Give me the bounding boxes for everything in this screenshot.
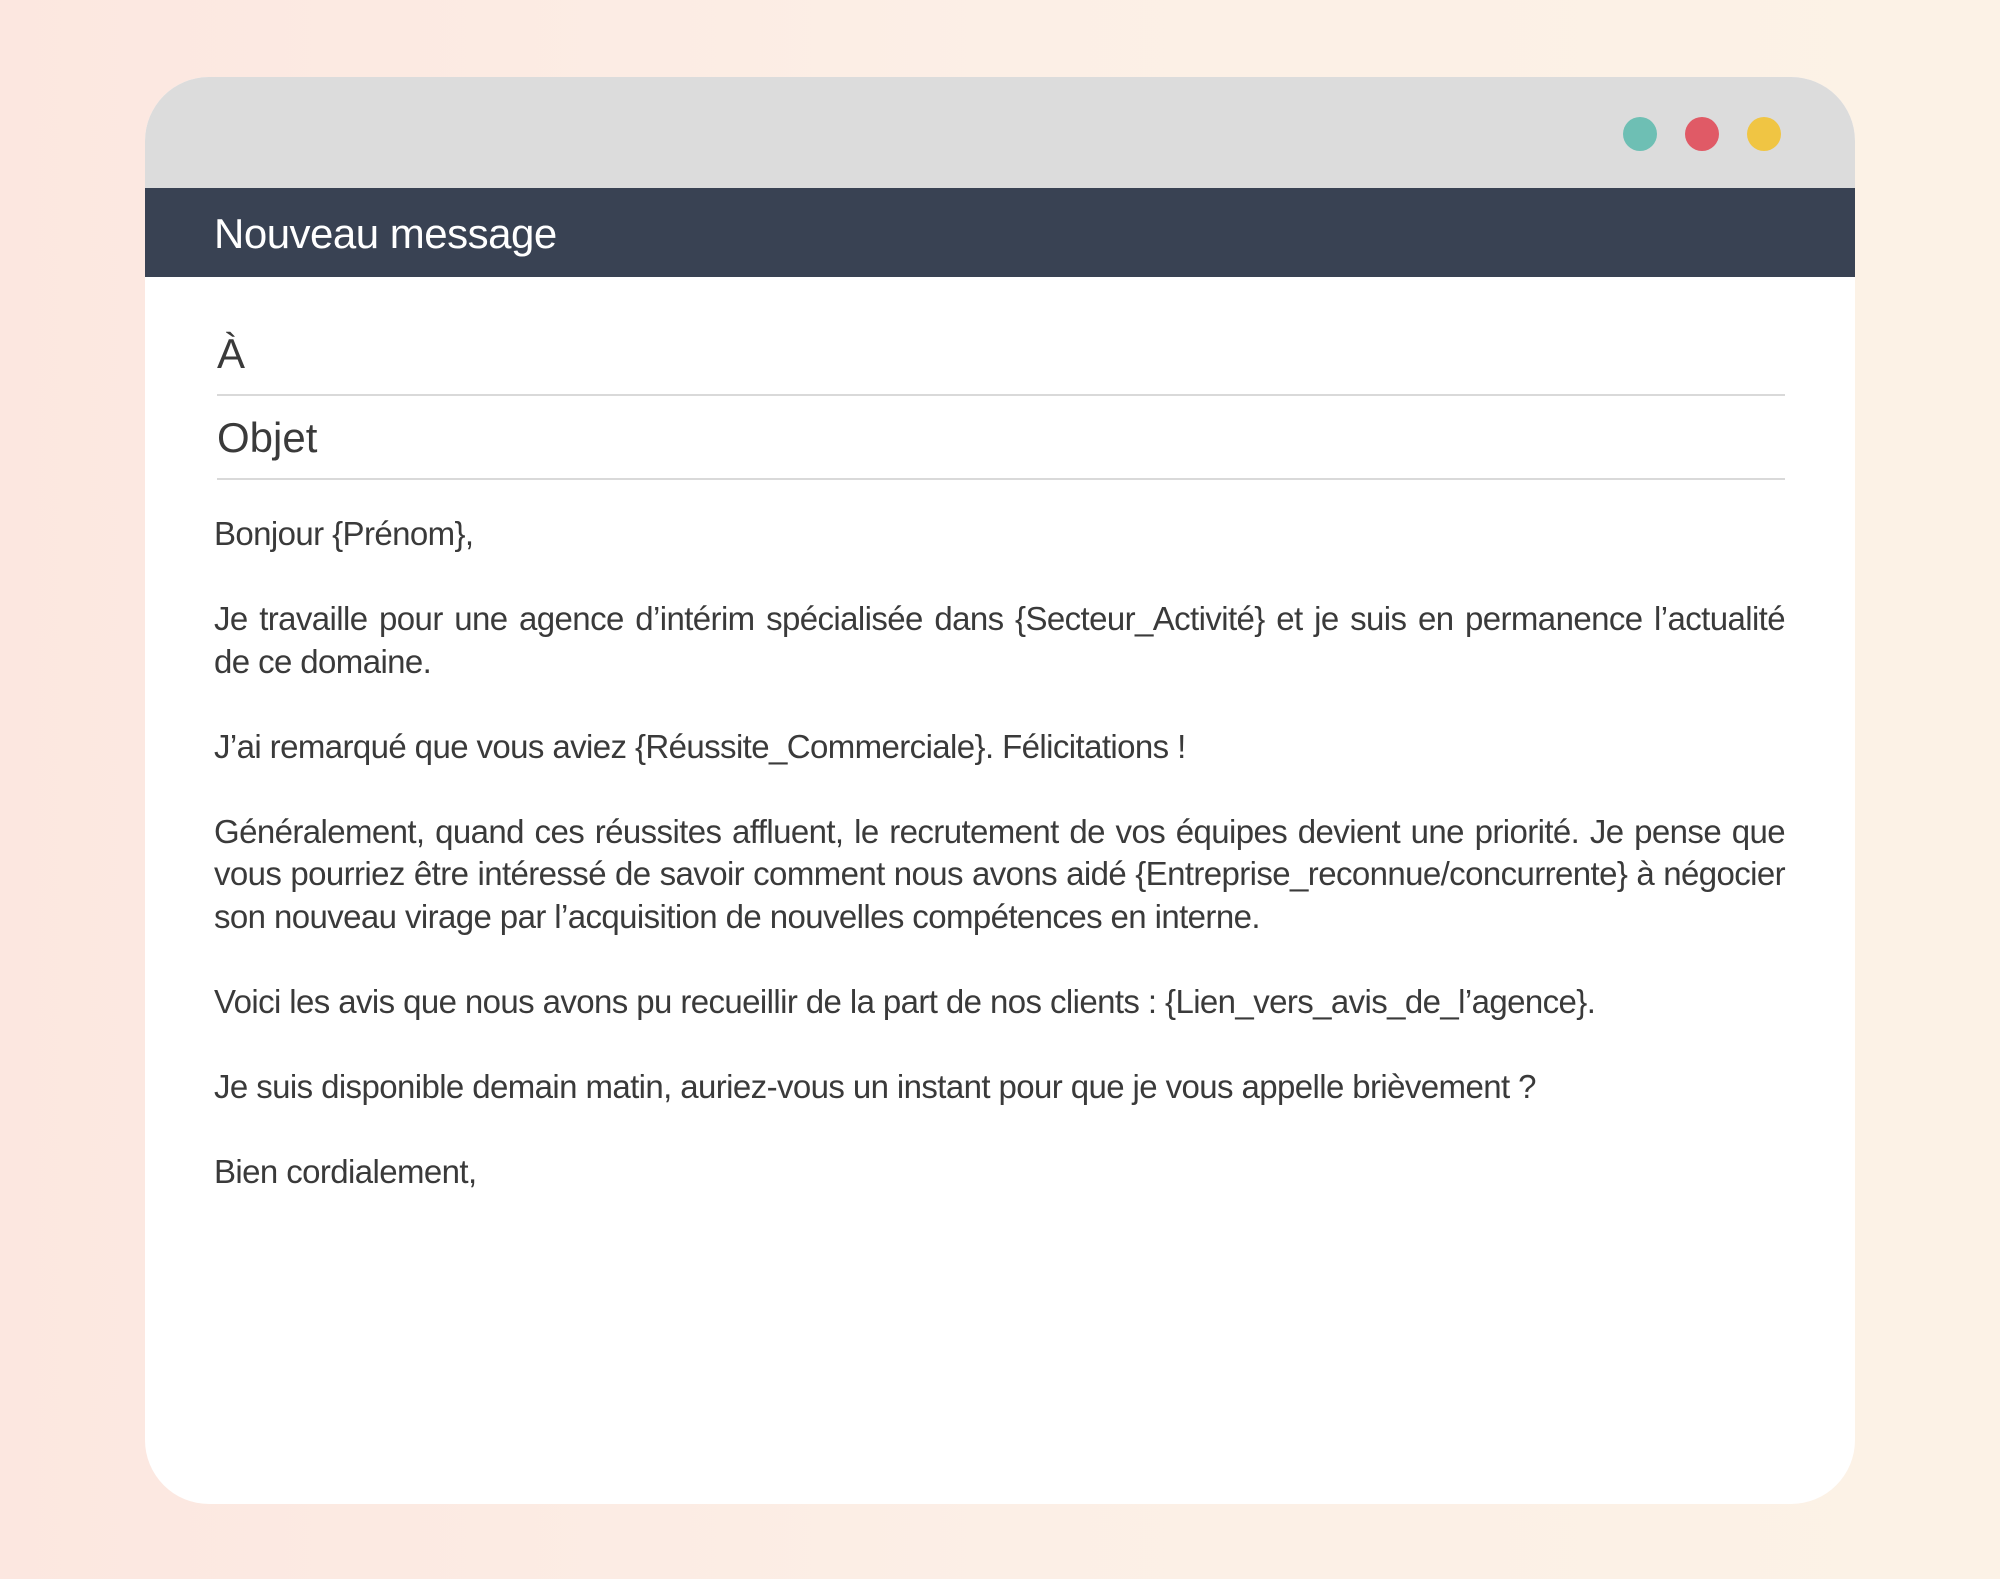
paragraph-pitch: Généralement, quand ces réussites affluent, le recrutement de vos équipes devient une priorité. Je pense que vous pourriez être intéressé de savoir comment nous avons aidé {Entreprise_reconnue/concurrente} à négocier son nouveau virage par l’acquisition de nouvelles compétences en interne. [214, 812, 1785, 935]
window-titlebar [145, 77, 1855, 188]
subject-field[interactable]: Objet [217, 414, 318, 461]
window-control-red[interactable] [1685, 117, 1719, 151]
recipient-field[interactable]: À [217, 330, 246, 377]
window-control-yellow[interactable] [1747, 117, 1781, 151]
closing: Bien cordialement, [214, 1152, 477, 1190]
paragraph-intro: Je travaille pour une agence d’intérim spécialisée dans {Secteur_Activité} et je suis en permanence l’actualité de ce domaine. [214, 600, 1785, 680]
greeting: Bonjour {Prénom}, [214, 515, 474, 552]
paragraph-reviews: Voici les avis que nous avons pu recueillir de la part de nos clients : {Lien_vers_avis_de_l’agence}. [214, 982, 1596, 1020]
subject-divider [217, 478, 1785, 480]
window-control-teal[interactable] [1623, 117, 1657, 151]
recipient-divider [217, 394, 1785, 396]
email-compose-window [145, 77, 1855, 1504]
message-body[interactable] [214, 513, 1785, 1236]
paragraph-congrats: J’ai remarqué que vous aviez {Réussite_Commerciale}. Félicitations ! [214, 727, 1186, 765]
paragraph-availability: Je suis disponible demain matin, auriez-vous un instant pour que je vous appelle brièvement ? [214, 1067, 1536, 1105]
compose-title: Nouveau message [214, 210, 557, 257]
compose-header [145, 188, 1855, 277]
